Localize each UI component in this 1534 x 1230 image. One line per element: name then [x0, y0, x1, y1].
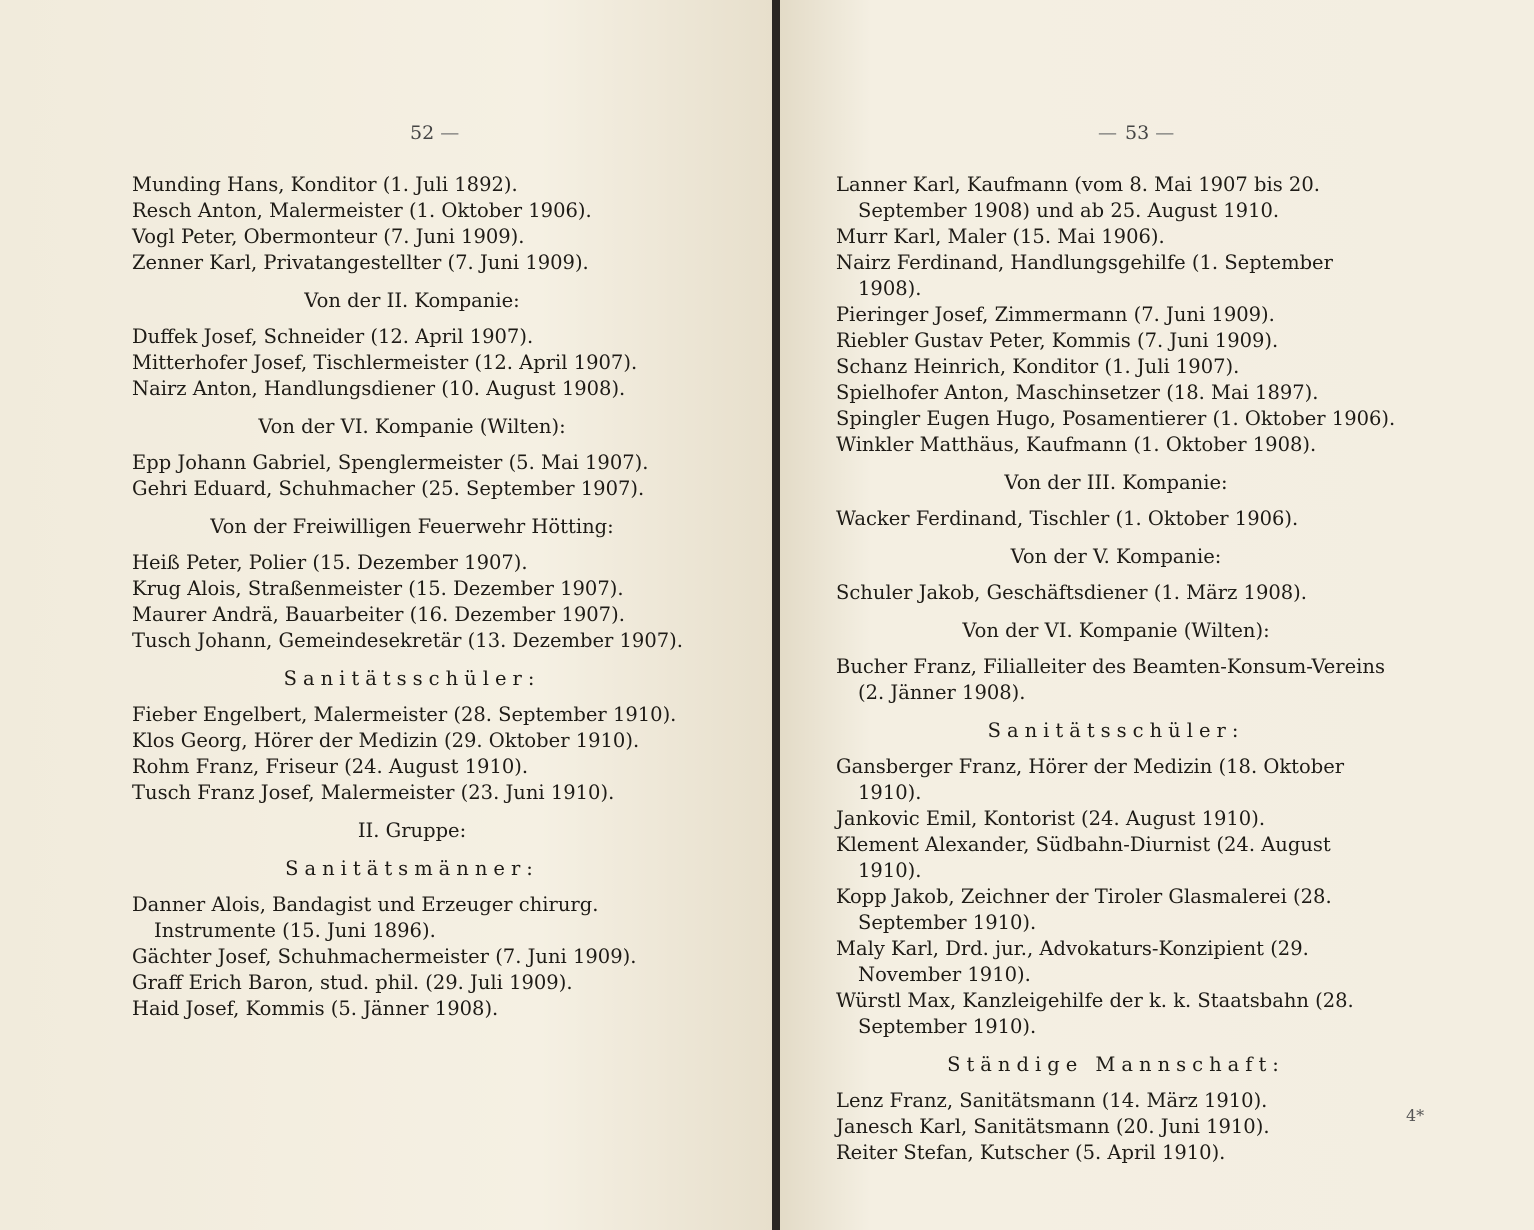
roster-entry: Würstl Max, Kanzleigehilfe der k. k. Staatsbahn (28. September 1910). — [836, 989, 1354, 1038]
roster-entry: Gehri Eduard, Schuhmacher (25. September 1907). — [132, 477, 645, 500]
page-number-dash: — — [440, 122, 462, 144]
roster-entry: Schanz Heinrich, Konditor (1. Juli 1907). — [836, 355, 1240, 378]
section-heading: Ständige Mannschaft: — [947, 1053, 1285, 1076]
roster-entry: Bucher Franz, Filialleiter des Beamten-Konsum-Vereins (2. Jänner 1908). — [836, 655, 1385, 704]
roster-entry: Haid Josef, Kommis (5. Jänner 1908). — [132, 997, 499, 1020]
section-heading: Von der V. Kompanie: — [1010, 545, 1222, 568]
signature-mark: 4* — [1406, 1106, 1425, 1125]
book-gutter — [772, 0, 780, 1230]
page-number-dash: — — [1155, 122, 1177, 144]
roster-entry: Lenz Franz, Sanitätsmann (14. März 1910). — [836, 1089, 1268, 1112]
roster-entry: Spingler Eugen Hugo, Posamentierer (1. Oktober 1906). — [836, 407, 1396, 430]
section-heading: Von der VI. Kompanie (Wilten): — [258, 415, 566, 438]
right-page-content — [836, 172, 1396, 1166]
roster-entry: Resch Anton, Malermeister (1. Oktober 1906). — [132, 199, 592, 222]
section-heading: Sanitätsschüler: — [987, 719, 1245, 742]
roster-entry: Nairz Ferdinand, Handlungsgehilfe (1. September 1908). — [836, 251, 1333, 300]
roster-entry: Duffek Josef, Schneider (12. April 1907). — [132, 325, 534, 348]
roster-entry: Graff Erich Baron, stud. phil. (29. Juli 1909). — [132, 971, 573, 994]
roster-entry: Danner Alois, Bandagist und Erzeuger chirurg. Instrumente (15. Juni 1896). — [132, 893, 599, 942]
roster-entry: Lanner Karl, Kaufmann (vom 8. Mai 1907 bis 20. September 1908) und ab 25. August 1910. — [836, 173, 1320, 222]
roster-entry: Maly Karl, Drd. jur., Advokaturs-Konzipient (29. November 1910). — [836, 937, 1309, 986]
roster-entry: Heiß Peter, Polier (15. Dezember 1907). — [132, 551, 528, 574]
roster-entry: Schuler Jakob, Geschäftsdiener (1. März 1908). — [836, 581, 1307, 604]
section-heading: II. Gruppe: — [357, 819, 467, 842]
roster-entry: Klement Alexander, Südbahn-Diurnist (24. August 1910). — [836, 833, 1331, 882]
right-page — [780, 0, 1534, 1230]
roster-entry: Janesch Karl, Sanitätsmann (20. Juni 1910). — [836, 1115, 1270, 1138]
section-heading: Von der VI. Kompanie (Wilten): — [962, 619, 1270, 642]
section-heading: Sanitätsmänner: — [285, 857, 539, 880]
roster-entry: Zenner Karl, Privatangestellter (7. Juni 1909). — [132, 251, 589, 274]
page-number-left — [410, 122, 461, 144]
roster-entry: Fieber Engelbert, Malermeister (28. September 1910). — [132, 703, 677, 726]
roster-entry: Riebler Gustav Peter, Kommis (7. Juni 1909). — [836, 329, 1279, 352]
roster-entry: Epp Johann Gabriel, Spenglermeister (5. Mai 1907). — [132, 451, 649, 474]
page-number-value: 53 — [1125, 122, 1150, 144]
roster-entry: Winkler Matthäus, Kaufmann (1. Oktober 1908). — [836, 433, 1317, 456]
roster-entry: Maurer Andrä, Bauarbeiter (16. Dezember 1907). — [132, 603, 625, 626]
roster-entry: Vogl Peter, Obermonteur (7. Juni 1909). — [132, 225, 525, 248]
section-heading: Sanitätsschüler: — [283, 667, 541, 690]
roster-entry: Pieringer Josef, Zimmermann (7. Juni 1909). — [836, 303, 1275, 326]
roster-entry: Jankovic Emil, Kontorist (24. August 1910). — [836, 807, 1266, 830]
page-number-dash: — — [1098, 122, 1119, 144]
section-heading: Von der Freiwilligen Feuerwehr Hötting: — [210, 515, 614, 538]
roster-entry: Nairz Anton, Handlungsdiener (10. August 1908). — [132, 377, 626, 400]
roster-entry: Gächter Josef, Schuhmachermeister (7. Juni 1909). — [132, 945, 637, 968]
roster-entry: Spielhofer Anton, Maschinsetzer (18. Mai 1897). — [836, 381, 1319, 404]
roster-entry: Tusch Franz Josef, Malermeister (23. Juni 1910). — [132, 781, 615, 804]
section-heading: Von der III. Kompanie: — [1004, 471, 1228, 494]
roster-entry: Krug Alois, Straßenmeister (15. Dezember 1907). — [132, 577, 624, 600]
roster-entry: Rohm Franz, Friseur (24. August 1910). — [132, 755, 529, 778]
roster-entry: Reiter Stefan, Kutscher (5. April 1910). — [836, 1141, 1226, 1164]
roster-entry: Wacker Ferdinand, Tischler (1. Oktober 1906). — [836, 507, 1299, 530]
roster-entry: Klos Georg, Hörer der Medizin (29. Oktober 1910). — [132, 729, 640, 752]
roster-entry: Mitterhofer Josef, Tischlermeister (12. April 1907). — [132, 351, 638, 374]
roster-entry: Kopp Jakob, Zeichner der Tiroler Glasmalerei (28. September 1910). — [836, 885, 1332, 934]
section-heading: Von der II. Kompanie: — [304, 289, 520, 312]
roster-entry: Gansberger Franz, Hörer der Medizin (18. Oktober 1910). — [836, 755, 1345, 804]
roster-entry: Murr Karl, Maler (15. Mai 1906). — [836, 225, 1165, 248]
page-number-right — [1098, 122, 1176, 144]
roster-entry: Tusch Johann, Gemeindesekretär (13. Dezember 1907). — [132, 629, 683, 652]
page-number-value: 52 — [410, 122, 435, 144]
roster-entry: Munding Hans, Konditor (1. Juli 1892). — [132, 173, 518, 196]
left-page-content — [132, 172, 692, 1022]
